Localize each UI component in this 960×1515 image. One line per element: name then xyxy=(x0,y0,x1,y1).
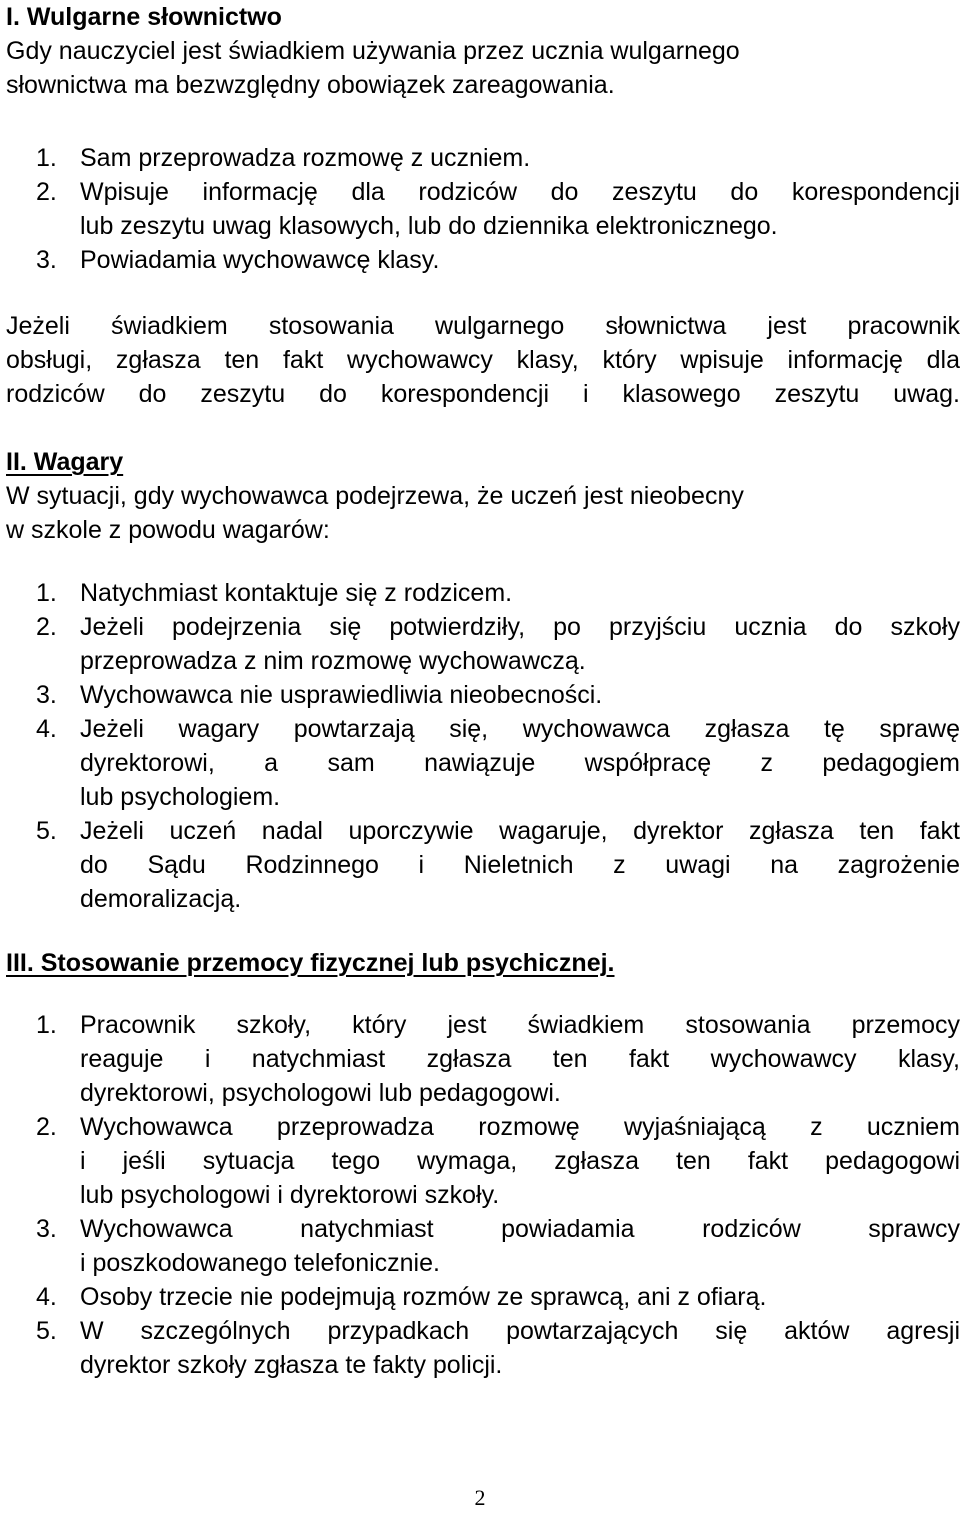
list-item-text: i poszkodowanego telefonicznie. xyxy=(80,1249,440,1277)
list-item-text: Osoby trzecie nie podejmują rozmów ze sprawcą, ani z ofiarą. xyxy=(80,1283,767,1311)
list-item xyxy=(6,814,960,916)
list-item-text: Powiadamia wychowawcę klasy. xyxy=(80,246,440,274)
page-number: 2 xyxy=(474,1485,486,1510)
list-item xyxy=(6,712,960,814)
list-item xyxy=(6,175,960,243)
list-item-text: do Sądu Rodzinnego i Nieletnich z uwagi na zagrożenie xyxy=(80,851,960,879)
section-1-list xyxy=(6,141,960,277)
list-item xyxy=(6,1212,960,1280)
list-item-text: i jeśli sytuacja tego wymaga, zgłasza ten fakt pedagogowi xyxy=(80,1147,960,1175)
section-2-title xyxy=(6,445,960,479)
list-item-text: przeprowadza z nim rozmowę wychowawczą. xyxy=(80,647,586,675)
list-item xyxy=(6,1110,960,1212)
list-item-number: 2. xyxy=(36,613,57,641)
section-1-paragraph xyxy=(6,309,960,411)
list-item-number: 5. xyxy=(36,817,57,845)
list-item-number: 2. xyxy=(36,178,57,206)
list-item-text: Jeżeli wagary powtarzają się, wychowawca zgłasza tę sprawę xyxy=(80,715,960,743)
list-item-text: lub psychologowi i dyrektorowi szkoły. xyxy=(80,1181,500,1209)
list-item-text: lub zeszytu uwag klasowych, lub do dziennika elektronicznego. xyxy=(80,212,778,240)
list-item xyxy=(6,1280,960,1314)
list-item-text: demoralizacją. xyxy=(80,885,242,913)
list-item xyxy=(6,678,960,712)
list-item xyxy=(6,1314,960,1382)
list-item-text: Wychowawca natychmiast powiadamia rodziców sprawcy xyxy=(80,1215,960,1243)
list-item-number: 1. xyxy=(36,579,57,607)
list-item-number: 3. xyxy=(36,246,57,274)
section-3-title-text: III. Stosowanie przemocy fizycznej lub psychicznej. xyxy=(6,949,615,977)
list-item-text: Wpisuje informację dla rodziców do zeszytu do korespondencji xyxy=(80,178,960,206)
list-item-number: 4. xyxy=(36,1283,57,1311)
paragraph-line-1: Jeżeli świadkiem stosowania wulgarnego słownictwa jest pracownik xyxy=(6,312,960,340)
section-2 xyxy=(6,445,960,547)
section-2-title-text: II. Wagary xyxy=(6,448,124,476)
list-item-text: dyrektor szkoły zgłasza te fakty policji. xyxy=(80,1351,503,1379)
list-item-text: Sam przeprowadza rozmowę z uczniem. xyxy=(80,144,531,172)
section-2-intro-line-2: w szkole z powodu wagarów: xyxy=(6,516,330,544)
list-item-number: 4. xyxy=(36,715,57,743)
section-3-list xyxy=(6,1008,960,1382)
list-item-text: Jeżeli uczeń nadal uporczywie wagaruje, dyrektor zgłasza ten fakt xyxy=(80,817,960,845)
section-1-title: I. Wulgarne słownictwo xyxy=(6,3,282,31)
section-1-intro-line-2: słownictwa ma bezwzględny obowiązek zareagowania. xyxy=(6,71,615,99)
list-item xyxy=(6,610,960,678)
list-item-number: 3. xyxy=(36,1215,57,1243)
list-item-text: Pracownik szkoły, który jest świadkiem stosowania przemocy xyxy=(80,1011,960,1039)
list-item-text: lub psychologiem. xyxy=(80,783,281,811)
list-item-text: Natychmiast kontaktuje się z rodzicem. xyxy=(80,579,513,607)
list-item-text: W szczególnych przypadkach powtarzających się aktów agresji xyxy=(80,1317,960,1345)
list-item xyxy=(6,141,960,175)
list-item xyxy=(6,576,960,610)
list-item xyxy=(6,1008,960,1110)
list-item-text: Wychowawca nie usprawiedliwia nieobecności. xyxy=(80,681,603,709)
list-item-number: 3. xyxy=(36,681,57,709)
list-item-text: Wychowawca przeprowadza rozmowę wyjaśniającą z uczniem xyxy=(80,1113,960,1141)
list-item-number: 1. xyxy=(36,144,57,172)
paragraph-line-3: rodziców do zeszytu do korespondencji i klasowego zeszytu uwag. xyxy=(6,380,960,408)
paragraph-line-2: obsługi, zgłasza ten fakt wychowawcy klasy, który wpisuje informację dla xyxy=(6,346,960,374)
list-item-number: 5. xyxy=(36,1317,57,1345)
list-item-number: 2. xyxy=(36,1113,57,1141)
list-item-text: dyrektorowi, a sam nawiązuje współpracę z pedagogiem xyxy=(80,749,960,777)
section-2-list xyxy=(6,576,960,916)
section-3-title xyxy=(6,946,960,980)
list-item xyxy=(6,243,960,277)
section-1 xyxy=(6,0,960,102)
section-1-intro-line-1: Gdy nauczyciel jest świadkiem używania przez ucznia wulgarnego xyxy=(6,37,740,65)
list-item-number: 1. xyxy=(36,1011,57,1039)
list-item-text: Jeżeli podejrzenia się potwierdziły, po przyjściu ucznia do szkoły xyxy=(80,613,960,641)
list-item-text: dyrektorowi, psychologowi lub pedagogowi. xyxy=(80,1079,561,1107)
section-2-intro-line-1: W sytuacji, gdy wychowawca podejrzewa, że uczeń jest nieobecny xyxy=(6,482,744,510)
section-3 xyxy=(6,946,960,980)
list-item-text: reaguje i natychmiast zgłasza ten fakt wychowawcy klasy, xyxy=(80,1045,960,1073)
